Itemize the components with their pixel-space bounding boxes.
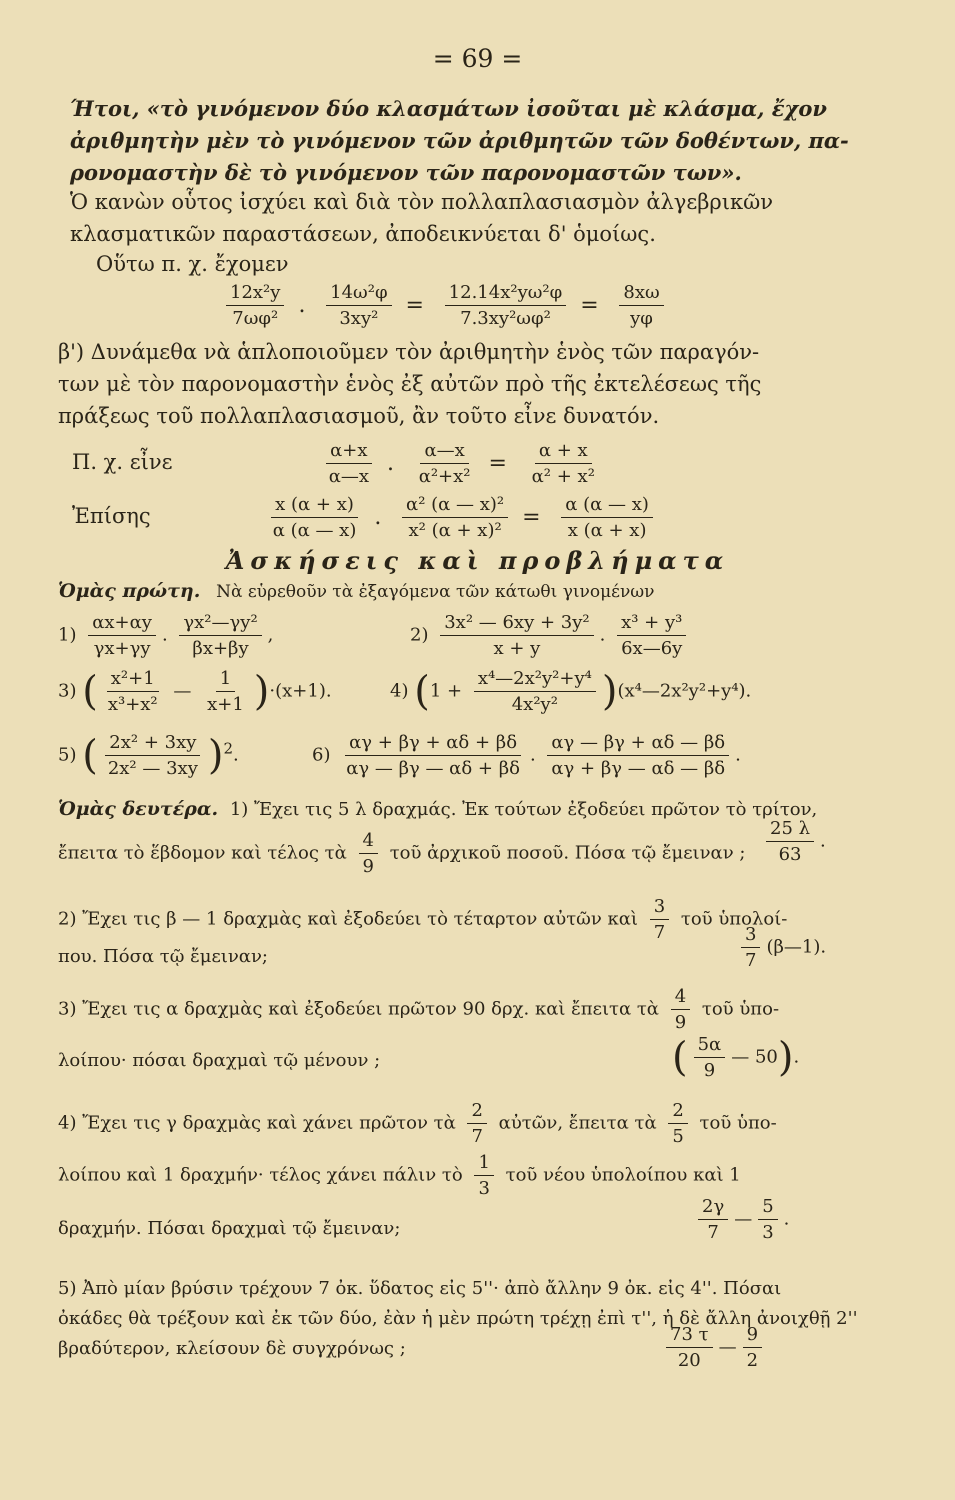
fraction: $\frac{\text{12x²y}}{\text{7ωφ²}}$ xyxy=(226,282,284,329)
group-title-line xyxy=(58,580,655,602)
problem-4-line-1: 4) Ἔχει τις γ δραχμὰς καὶ χάνει πρῶτον τὰ $\frac{2}{7}$ αὐτῶν, ἔπειτα τὰ $\frac{2}{5}$ τοῦ ὑπο- xyxy=(58,1100,777,1147)
fraction: $\frac{\alpha\gamma — \beta\gamma + \alpha\delta — \beta\delta}{\alpha\gamma + \beta\gamma — \alpha\delta — \beta\delta}$ xyxy=(547,732,729,779)
rule-line-1: Ήτοι, «τὸ γινόμενον δύο κλασμάτων ἰσοῦται μὲ κλάσμα, ἔχον xyxy=(70,96,827,121)
exercise-1: 1) $\frac{\alpha x+\alpha y}{\gamma x+\gamma y}$ . $\frac{\text{γx²—γy²}}{\beta x+\beta y}$ , xyxy=(58,612,274,659)
fraction: $\frac{73 \tau}{20}$ xyxy=(666,1324,713,1371)
problem-5-line-1: 5) Ἀπὸ μίαν βρύσιν τρέχουν 7 ὀκ. ὕδατος εἰς 5''· ἀπὸ ἄλλην 9 ὀκ. εἰς 4''. Πόσαι xyxy=(58,1278,782,1299)
fraction: $\frac{\text{2x² + 3xy}}{\text{2x² — 3xy}}$ xyxy=(104,732,202,779)
problem-5-answer: $\frac{73 \tau}{20}$ — $\frac{9}{2}$ xyxy=(660,1324,768,1371)
fraction: $\frac{1}{3}$ xyxy=(474,1152,493,1199)
problem-5-line-3: βραδύτερον, κλείσουν δὲ συγχρόνως ; xyxy=(58,1338,406,1359)
exercise-4: 4) (1 + $\frac{\text{x⁴—2x²y²+y⁴}}{\text{4x²y²}}$ )(x⁴—2x²y²+y⁴). xyxy=(390,668,752,715)
exercise-2: 2) $\frac{\text{3x² — 6xy + 3y²}}{x + y}$ . $\frac{\text{x³ + y³}}{6x—6y}$ xyxy=(410,612,692,659)
text-line: πράξεως τοῦ πολλαπλασιασμοῦ, ἂν τοῦτο εἶνε δυνατόν. xyxy=(58,404,660,428)
fraction: $\frac{\text{α² (α — x)²}}{\text{x² (α + x)²}}$ xyxy=(402,494,508,541)
fraction: $\frac{3}{7}$ xyxy=(650,896,669,943)
fraction: $\frac{\alpha (\alpha — x)}{x (\alpha + x)}$ xyxy=(561,494,653,541)
fraction: $\frac{25 \lambda}{63}$ xyxy=(766,818,814,865)
example-label: Ἐπίσης xyxy=(72,504,151,528)
section-heading: Ἀσκήσεις καὶ προβλήματα xyxy=(225,546,730,575)
problem-2-line-2: που. Πόσα τῷ ἔμειναν; xyxy=(58,946,268,967)
group-title: Ὁμὰς πρώτη. xyxy=(58,580,201,602)
fraction: $\frac{\text{γx²—γy²}}{\beta x+\beta y}$ xyxy=(179,612,261,659)
exercise-6: 6) $\frac{\alpha\gamma + \beta\gamma + \alpha\delta + \beta\delta}{\alpha\gamma — \beta\gamma — \alpha\delta + \beta\delta}$ . $\frac{\alpha\gamma — \beta\gamma + \alpha\delta — \beta\delta}{\alpha\gamma + \beta\gamma — \alpha\delta — \beta\delta}$ . xyxy=(312,732,741,779)
fraction: $\frac{\text{14ω²φ}}{\text{3xy²}}$ xyxy=(326,282,391,329)
fraction: $\frac{\text{3x² — 6xy + 3y²}}{x + y}$ xyxy=(440,612,593,659)
fraction: $\frac{\alpha x+\alpha y}{\gamma x+\gamma y}$ xyxy=(88,612,156,659)
fraction: $\frac{3}{7}$ xyxy=(741,924,760,971)
text-line: κλασματικῶν παραστάσεων, ἀποδεικνύεται δ' ὁμοίως. xyxy=(70,222,656,246)
example-equation-3: Ἐπίσης $\frac{x (\alpha + x)}{\alpha (\alpha — x)}$ . $\frac{\text{α² (α — x)²}}{\text{x² (α + x)²}}$ = $\frac{\alpha (\alpha — x)}{x (\alpha + x)}$ xyxy=(72,494,892,541)
fraction: $\frac{2}{5}$ xyxy=(668,1100,687,1147)
text-line: β') Δυνάμεθα νὰ ἁπλοποιοῦμεν τὸν ἀριθμητὴν ἑνὸς τῶν παραγόν- xyxy=(58,340,760,364)
fraction: $\frac{1}{x+1}$ xyxy=(207,668,244,715)
fraction: $\frac{x (\alpha + x)}{\alpha (\alpha — x)}$ xyxy=(272,494,357,541)
problem-1-line-1: Ὁμὰς δευτέρα. 1) Ἔχει τις 5 λ δραχμάς. Ἐκ τούτων ἐξοδεύει πρῶτον τὸ τρίτον, xyxy=(58,798,818,820)
fraction: $\frac{5\alpha}{9}$ xyxy=(694,1034,726,1081)
problem-2-line-1: 2) Ἔχει τις β — 1 δραχμὰς καὶ ἐξοδεύει τὸ τέταρτον αὐτῶν καὶ $\frac{3}{7}$ τοῦ ὑπολοί- xyxy=(58,896,788,943)
fraction: $\frac{4}{9}$ xyxy=(359,830,378,877)
problem-4-answer: $\frac{2\gamma}{7}$ — $\frac{5}{3}$ . xyxy=(692,1196,789,1243)
fraction: $\frac{2}{7}$ xyxy=(467,1100,486,1147)
text-line: Ὁ κανὼν οὗτος ἰσχύει καὶ διὰ τὸν πολλαπλασιασμὸν ἀλγεβρικῶν xyxy=(70,190,773,214)
exercise-5: 5) ( $\frac{\text{2x² + 3xy}}{\text{2x² — 3xy}}$ )$^2$. xyxy=(58,732,239,779)
text-line: Οὕτω π. χ. ἔχομεν xyxy=(96,252,289,276)
fraction: $\frac{5}{3}$ xyxy=(758,1196,777,1243)
fraction: $\frac{\text{x⁴—2x²y²+y⁴}}{\text{4x²y²}}$ xyxy=(474,668,596,715)
fraction: $\frac{2\gamma}{7}$ xyxy=(698,1196,728,1243)
example-label: Π. χ. εἶνε xyxy=(72,450,173,474)
text-line: των μὲ τὸν παρονομαστὴν ἑνὸς ἐξ αὐτῶν πρὸ τῆς ἐκτελέσεως τῆς xyxy=(58,372,762,396)
page-number: = 69 = xyxy=(432,44,523,73)
fraction: $\frac{8x\omega}{y\varphi}$ xyxy=(619,282,663,329)
problem-2-answer: $\frac{3}{7}$ (β—1). xyxy=(735,924,826,971)
rule-line-2: ἀριθμητὴν μὲν τὸ γινόμενον τῶν ἀριθμητῶν τῶν δοθέντων, πα- xyxy=(70,128,849,153)
problem-5-line-2: ὀκάδες θὰ τρέξουν καὶ ἐκ τῶν δύο, ἐὰν ἡ μὲν πρώτη τρέχῃ ἐπὶ τ'', ἡ δὲ ἄλλη ἀνοιχθῇ 2'' xyxy=(58,1308,858,1329)
fraction: $\frac{\text{x³ + y³}}{6x—6y}$ xyxy=(617,612,686,659)
fraction: $\frac{\alpha + x}{\text{α² + x²}}$ xyxy=(531,440,595,487)
problem-3-line-2: λοίπου· πόσαι δραχμαὶ τῷ μένουν ; xyxy=(58,1050,381,1071)
exercise-3: 3) ( $\frac{\text{x²+1}}{\text{x³+x²}}$ — $\frac{1}{x+1}$ )·(x+1). xyxy=(58,668,332,715)
rule-line-3: ρονομαστὴν δὲ τὸ γινόμενον τῶν παρονομαστῶν των». xyxy=(70,160,742,185)
fraction: $\frac{\text{12.14x²yω²φ}}{\text{7.3xy²ωφ²}}$ xyxy=(445,282,567,329)
problem-4-line-3: δραχμήν. Πόσαι δραχμαὶ τῷ ἔμειναν; xyxy=(58,1218,401,1239)
group-title: Ὁμὰς δευτέρα. xyxy=(58,798,219,820)
group-intro: Νὰ εὑρεθοῦν τὰ ἐξαγόμενα τῶν κάτωθι γινομένων xyxy=(216,582,655,602)
problem-1-line-2: ἔπειτα τὸ ἕβδομον καὶ τέλος τὰ $\frac{4}{9}$ τοῦ ἀρχικοῦ ποσοῦ. Πόσα τῷ ἔμειναν ; xyxy=(58,830,746,877)
example-equation-2: Π. χ. εἶνε $\frac{\alpha+x}{\alpha—x}$ . $\frac{\alpha—x}{\text{α²+x²}}$ = $\frac{\alpha + x}{\text{α² + x²}}$ xyxy=(72,440,892,487)
problem-3-answer: ( $\frac{5\alpha}{9}$ — 50). xyxy=(672,1034,800,1081)
problem-3-line-1: 3) Ἔχει τις α δραχμὰς καὶ ἐξοδεύει πρῶτον 90 δρχ. καὶ ἔπειτα τὰ $\frac{4}{9}$ τοῦ ὑπο- xyxy=(58,986,780,1033)
problem-4-line-2: λοίπου καὶ 1 δραχμήν· τέλος χάνει πάλιν τὸ $\frac{1}{3}$ τοῦ νέου ὑπολοίπου καὶ 1 xyxy=(58,1152,741,1199)
example-equation-1: $\frac{\text{12x²y}}{\text{7ωφ²}}$ . $\frac{\text{14ω²φ}}{\text{3xy²}}$ = $\frac{\text{12.14x²yω²φ}}{\text{7.3xy²ωφ²}}$ = $\frac{8x\omega}{y\varphi}$ xyxy=(220,282,955,329)
fraction: $\frac{4}{9}$ xyxy=(671,986,690,1033)
fraction: $\frac{\text{x²+1}}{\text{x³+x²}}$ xyxy=(107,668,158,715)
fraction: $\frac{\alpha—x}{\text{α²+x²}}$ xyxy=(418,440,471,487)
problem-1-answer: $\frac{25 \lambda}{63}$ . xyxy=(760,818,826,865)
fraction: $\frac{\alpha+x}{\alpha—x}$ xyxy=(325,440,373,487)
fraction: $\frac{\alpha\gamma + \beta\gamma + \alpha\delta + \beta\delta}{\alpha\gamma — \beta\gamma — \alpha\delta + \beta\delta}$ xyxy=(346,732,520,779)
fraction: $\frac{9}{2}$ xyxy=(743,1324,762,1371)
